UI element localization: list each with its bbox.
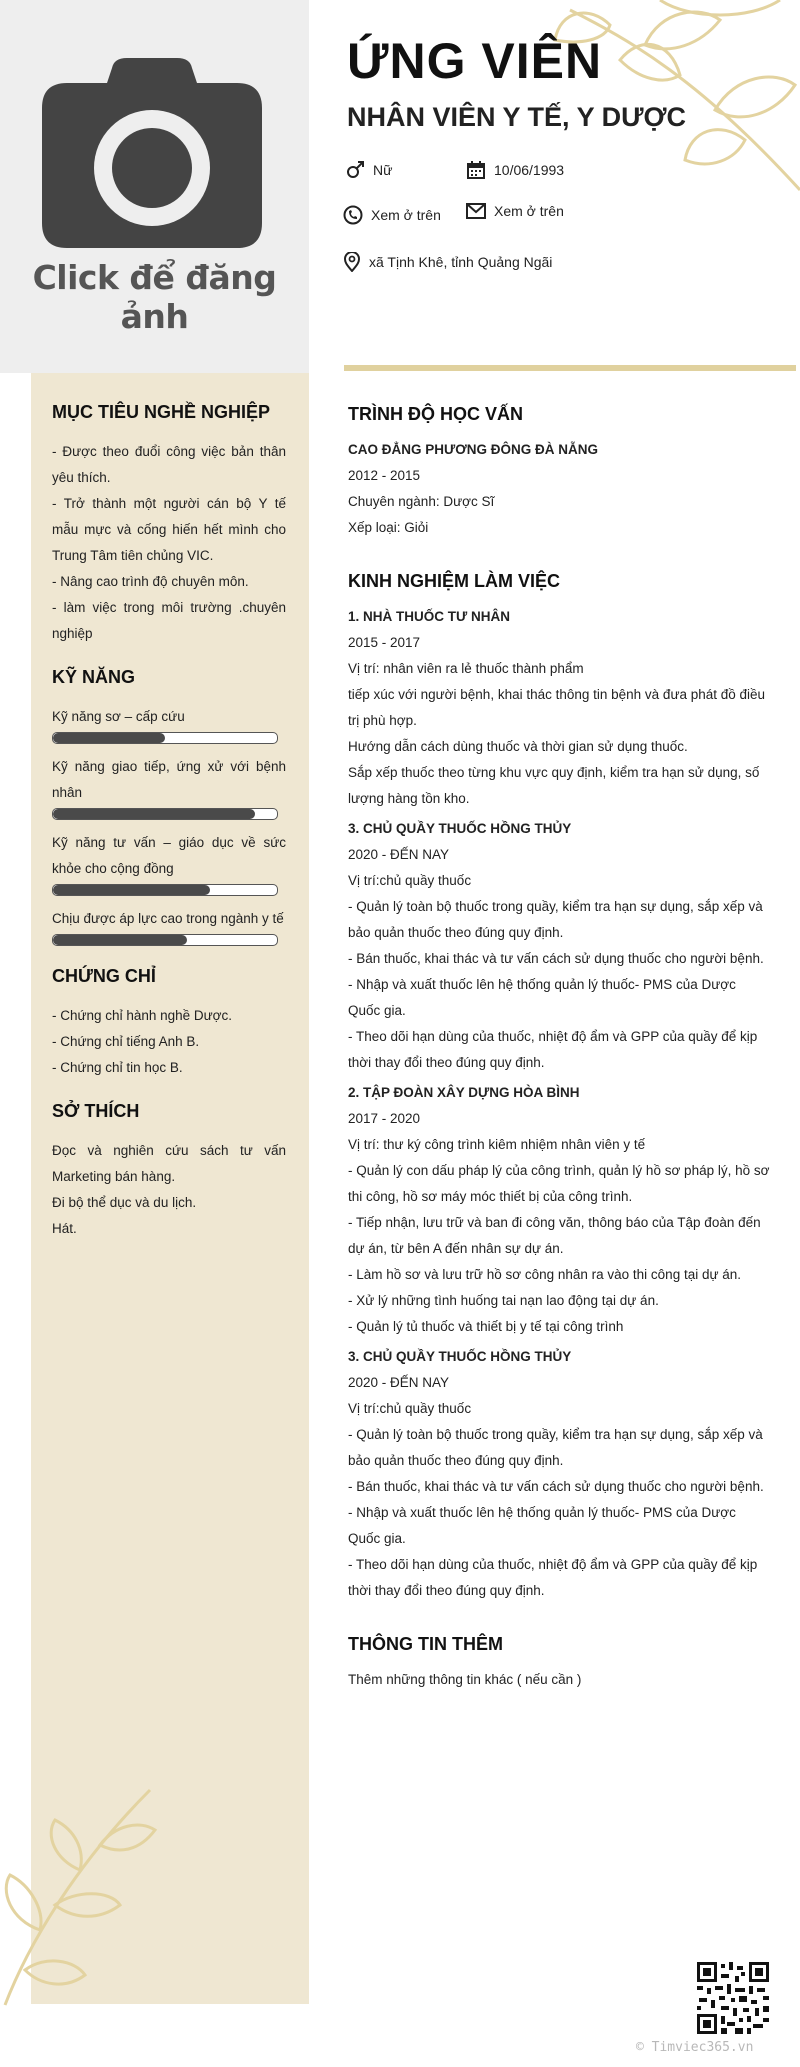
job-title-line: 1. NHÀ THUỐC TƯ NHÂN bbox=[348, 609, 510, 624]
additional-info-text: Thêm những thông tin khác ( nếu cần ) bbox=[348, 1672, 582, 1687]
envelope-icon bbox=[466, 203, 486, 219]
skill-bar-fill bbox=[53, 733, 165, 743]
skills-title: KỸ NĂNG bbox=[52, 667, 136, 687]
gender-info bbox=[345, 160, 392, 180]
location-pin-icon bbox=[343, 252, 361, 272]
certificate-line: - Chứng chỉ hành nghề Dược. bbox=[52, 1008, 233, 1023]
right-column bbox=[348, 404, 770, 1723]
career-objective-section bbox=[52, 402, 286, 647]
skill-item bbox=[52, 704, 286, 744]
hobbies-title: SỞ THÍCH bbox=[52, 1101, 140, 1121]
job-line: Vị trí:chủ quầy thuốc bbox=[348, 1401, 472, 1416]
job-line: - Quản lý toàn bộ thuốc trong quầy, kiểm tra hạn sự dụng, sắp xếp và bảo quản thuốc theo đúng quy định. bbox=[348, 1427, 763, 1468]
experience-title: KINH NGHIỆM LÀM VIỆC bbox=[348, 571, 561, 591]
job-line: - Nhập và xuất thuốc lên hệ thống quản lý thuốc- PMS của Dược Quốc gia. bbox=[348, 977, 736, 1018]
skill-label: Kỹ năng sơ – cấp cứu bbox=[52, 709, 185, 724]
job-entry bbox=[348, 1080, 770, 1340]
skill-bar bbox=[52, 934, 278, 946]
experience-section bbox=[348, 571, 770, 1604]
job-title: NHÂN VIÊN Y TẾ, Y DƯỢC bbox=[347, 102, 687, 132]
job-entry bbox=[348, 1344, 770, 1604]
skill-item bbox=[52, 906, 286, 946]
job-line: 2017 - 2020 bbox=[348, 1111, 421, 1126]
skill-label: Kỹ năng tư vấn – giáo dục về sức khỏe cho cộng đồng bbox=[52, 835, 286, 876]
skill-item bbox=[52, 754, 286, 820]
email-info bbox=[466, 203, 564, 219]
job-entry bbox=[348, 604, 770, 812]
job-line: - Tiếp nhận, lưu trữ và ban đi công văn, thông báo của Tập đoàn đến dự án, từ bên A đến nhân sự dự án. bbox=[348, 1215, 761, 1256]
certificates-title: CHỨNG CHỈ bbox=[52, 966, 156, 986]
qr-code bbox=[697, 1962, 769, 2034]
additional-info-section bbox=[348, 1634, 770, 1693]
header-divider bbox=[344, 365, 796, 371]
job-line: 2020 - ĐẾN NAY bbox=[348, 847, 450, 862]
skills-section bbox=[52, 667, 286, 946]
skill-bar-fill bbox=[53, 809, 255, 819]
job-line: - Quản lý con dấu pháp lý của công trình, quản lý hồ sơ pháp lý, hồ sơ thi công, hồ sơ máy móc thiết bị của công trình. bbox=[348, 1163, 770, 1204]
additional-info-title: THÔNG TIN THÊM bbox=[348, 1634, 503, 1654]
job-line: - Theo dõi hạn dùng của thuốc, nhiệt độ ẩm và GPP của quầy để kịp thời thay đổi theo đúng quy định. bbox=[348, 1029, 758, 1070]
birthdate-info bbox=[466, 160, 564, 180]
skill-label: Kỹ năng giao tiếp, ứng xử với bệnh nhân bbox=[52, 759, 286, 800]
education-line: Chuyên ngành: Dược Sĩ bbox=[348, 494, 495, 509]
skill-label: Chịu được áp lực cao trong ngành y tế bbox=[52, 911, 284, 926]
skill-bar-fill bbox=[53, 935, 187, 945]
job-line: - Quản lý toàn bộ thuốc trong quầy, kiểm tra hạn sự dụng, sắp xếp và bảo quản thuốc theo đúng quy định. bbox=[348, 899, 763, 940]
hobbies-section bbox=[52, 1101, 286, 1242]
certificate-line: - Chứng chỉ tiếng Anh B. bbox=[52, 1034, 200, 1049]
skill-bar bbox=[52, 808, 278, 820]
hobby-line: Hát. bbox=[52, 1221, 77, 1236]
address-info bbox=[343, 252, 552, 272]
certificates-section bbox=[52, 966, 286, 1081]
left-column bbox=[52, 402, 286, 1262]
candidate-name: ỨNG VIÊN bbox=[347, 33, 603, 89]
email-value: Xem ở trên bbox=[494, 203, 564, 219]
job-line: 2020 - ĐẾN NAY bbox=[348, 1375, 450, 1390]
job-line: Vị trí: thư ký công trình kiêm nhiệm nhân viên y tế bbox=[348, 1137, 646, 1152]
photo-caption: Click để đăng ảnh bbox=[32, 258, 277, 336]
skill-bar bbox=[52, 884, 278, 896]
job-line: Sắp xếp thuốc theo từng khu vực quy định, kiểm tra hạn sử dụng, số lượng hàng tồn kho. bbox=[348, 765, 760, 806]
job-line: - Xử lý những tình huống tai nạn lao động tại dự án. bbox=[348, 1293, 659, 1308]
skill-bar bbox=[52, 732, 278, 744]
job-line: - Bán thuốc, khai thác và tư vấn cách sử dụng thuốc cho người bệnh. bbox=[348, 951, 764, 966]
hobby-line: Đi bộ thể dục và du lịch. bbox=[52, 1195, 197, 1210]
job-line: - Theo dõi hạn dùng của thuốc, nhiệt độ ẩm và GPP của quầy để kịp thời thay đổi theo đúng quy định. bbox=[348, 1557, 758, 1598]
job-line: Vị trí: nhân viên ra lẻ thuốc thành phẩm bbox=[348, 661, 584, 676]
job-line: - Làm hồ sơ và lưu trữ hồ sơ công nhân ra vào thi công tại dự án. bbox=[348, 1267, 742, 1282]
job-line: - Bán thuốc, khai thác và tư vấn cách sử dụng thuốc cho người bệnh. bbox=[348, 1479, 764, 1494]
objective-line: - Nâng cao trình độ chuyên môn. bbox=[52, 574, 249, 589]
job-title-line: 2. TẬP ĐOÀN XÂY DỰNG HÒA BÌNH bbox=[348, 1085, 580, 1100]
objective-line: - Trở thành một người cán bộ Y tế mẫu mực và cống hiến hết mình cho Trung Tâm tiên chủng VIC. bbox=[52, 496, 286, 563]
leaf-decoration-bottom bbox=[0, 1780, 160, 2010]
gender-value: Nữ bbox=[373, 162, 393, 178]
job-title-line: 3. CHỦ QUẦY THUỐC HỒNG THỦY bbox=[348, 821, 572, 836]
skill-bar-fill bbox=[53, 885, 210, 895]
phone-info bbox=[343, 205, 441, 225]
job-entry bbox=[348, 816, 770, 1076]
objective-line: - làm việc trong môi trường .chuyên nghiệp bbox=[52, 600, 286, 641]
gender-icon bbox=[345, 160, 365, 180]
hobby-line: Đọc và nghiên cứu sách tư vấn Marketing bán hàng. bbox=[52, 1143, 286, 1184]
address-value: xã Tịnh Khê, tỉnh Quảng Ngãi bbox=[369, 254, 553, 270]
education-line: 2012 - 2015 bbox=[348, 468, 421, 483]
career-objective-title: MỤC TIÊU NGHỀ NGHIỆP bbox=[52, 402, 271, 422]
phone-icon bbox=[343, 205, 363, 225]
camera-icon bbox=[42, 58, 262, 248]
job-title-line: 3. CHỦ QUẦY THUỐC HỒNG THỦY bbox=[348, 1349, 572, 1364]
skill-item bbox=[52, 830, 286, 896]
footer-watermark: © Timviec365.vn bbox=[636, 2040, 754, 2055]
certificate-line: - Chứng chỉ tin học B. bbox=[52, 1060, 183, 1075]
education-section bbox=[348, 404, 770, 541]
education-line: Xếp loại: Giỏi bbox=[348, 520, 429, 535]
objective-line: - Được theo đuổi công việc bản thân yêu thích. bbox=[52, 444, 286, 485]
leaf-decoration-top bbox=[550, 0, 800, 200]
job-line: Hướng dẫn cách dùng thuốc và thời gian sử dụng thuốc. bbox=[348, 739, 688, 754]
job-line: 2015 - 2017 bbox=[348, 635, 421, 650]
calendar-icon bbox=[466, 160, 486, 180]
job-line: - Nhập và xuất thuốc lên hệ thống quản lý thuốc- PMS của Dược Quốc gia. bbox=[348, 1505, 736, 1546]
job-line: Vị trí:chủ quầy thuốc bbox=[348, 873, 472, 888]
phone-value: Xem ở trên bbox=[371, 207, 441, 223]
job-line: tiếp xúc với người bệnh, khai thác thông tin bệnh và đưa phát đồ điều trị phù hợp. bbox=[348, 687, 766, 728]
school-name: CAO ĐẲNG PHƯƠNG ĐÔNG ĐÀ NẴNG bbox=[348, 442, 598, 457]
photo-upload-area[interactable] bbox=[0, 0, 309, 373]
birthdate-value: 10/06/1993 bbox=[494, 162, 565, 178]
education-title: TRÌNH ĐỘ HỌC VẤN bbox=[348, 404, 523, 424]
job-line: - Quản lý tủ thuốc và thiết bị y tế tại công trình bbox=[348, 1319, 624, 1334]
